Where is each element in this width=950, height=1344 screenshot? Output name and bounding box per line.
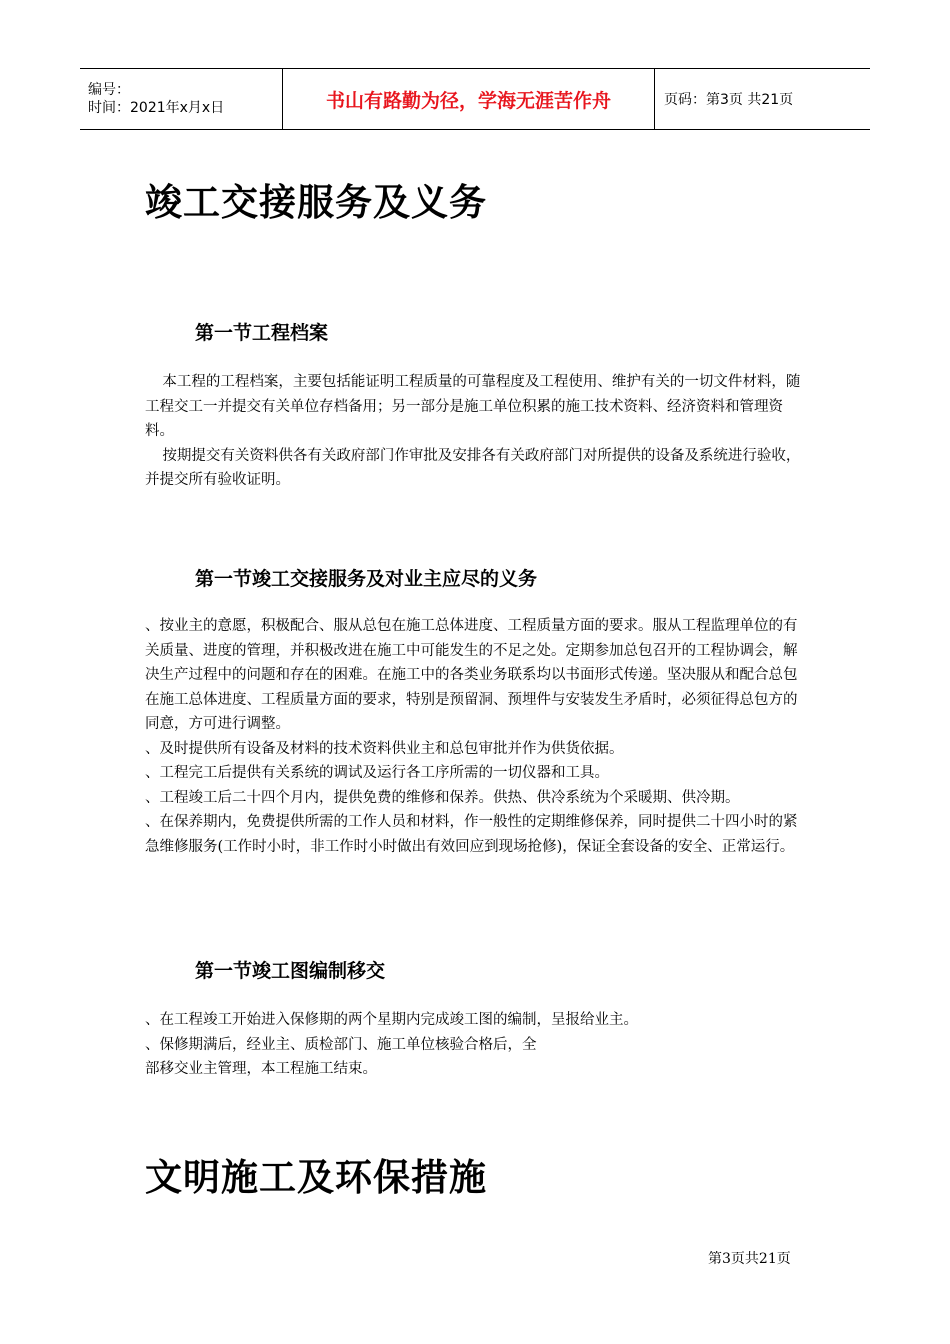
header-page-number: 页码：第3页 共21页 xyxy=(664,92,794,108)
page-footer-number: 第3页共21页 xyxy=(708,1251,791,1267)
section-body-drawings xyxy=(145,1008,810,1082)
section-title-drawings: 第一节竣工图编制移交 xyxy=(195,960,386,982)
paragraph: 、及时提供所有设备及材料的技术资料供业主和总包审批并作为供货依据。 xyxy=(145,740,624,757)
paragraph: 、在工程竣工开始进入保修期的两个星期内完成竣工图的编制，呈报给业主。 xyxy=(145,1012,638,1028)
page-header xyxy=(80,68,870,130)
section-title-archives: 第一节工程档案 xyxy=(195,322,329,344)
paragraph: 部移交业主管理，本工程施工结束。 xyxy=(145,1061,377,1077)
paragraph: 、保修期满后，经业主、质检部门、施工单位核验合格后，全 xyxy=(145,1036,537,1053)
paragraph: 按期提交有关资料供各有关政府部门作审批及安排各有关政府部门对所提供的设备及系统进行验收，并提交所有验收证明。 xyxy=(145,447,801,488)
header-meta xyxy=(80,69,282,129)
section-title-obligations: 第一节竣工交接服务及对业主应尽的义务 xyxy=(195,568,538,590)
paragraph: 、在保养期内，免费提供所需的工作人员和材料，作一般性的定期维修保养，同时提供二十四小时的紧急维修服务(工作时小时，非工作时小时做出有效回应到现场抢修)，保证全套设备的安全、正常运行。 xyxy=(145,814,798,855)
section-body-obligations xyxy=(145,614,810,859)
header-motto: 书山有路勤为径，学海无涯苦作舟 xyxy=(282,69,655,129)
paragraph: 本工程的工程档案，主要包括能证明工程质量的可靠程度及工程使用、维护有关的一切文件材料，随工程交工一并提交有关单位存档备用；另一部分是施工单位积累的施工技术资料、经济资料和管理资料。 xyxy=(145,374,801,439)
paragraph: 、工程完工后提供有关系统的调试及运行各工序所需的一切仪器和工具。 xyxy=(145,765,609,781)
paragraph: 、按业主的意愿，积极配合、服从总包在施工总体进度、工程质量方面的要求。服从工程监理单位的有关质量、进度的管理，并积极改进在施工中可能发生的不足之处。定期参加总包召开的工程协调会，解决生产过程中的问题和存在的困难。在施工中的各类业务联系均以书面形式传递。坚决服从和配合总包在施工总体进度、工程质量方面的要求，特别是预留洞、预埋件与安装发生矛盾时，必须征得总包方的同意，方可进行调整。 xyxy=(145,618,798,732)
chapter-title-civilized-construction: 文明施工及环保措施 xyxy=(145,1155,487,1199)
paragraph: 、工程竣工后二十四个月内，提供免费的维修和保养。供热、供冷系统为个采暖期、供冷期。 xyxy=(145,789,740,806)
section-body-archives xyxy=(145,370,810,493)
chapter-title-handover: 竣工交接服务及义务 xyxy=(145,180,487,224)
doc-number-label: 编号： xyxy=(88,82,130,98)
doc-date-label: 时间：2021年x月x日 xyxy=(88,100,225,116)
